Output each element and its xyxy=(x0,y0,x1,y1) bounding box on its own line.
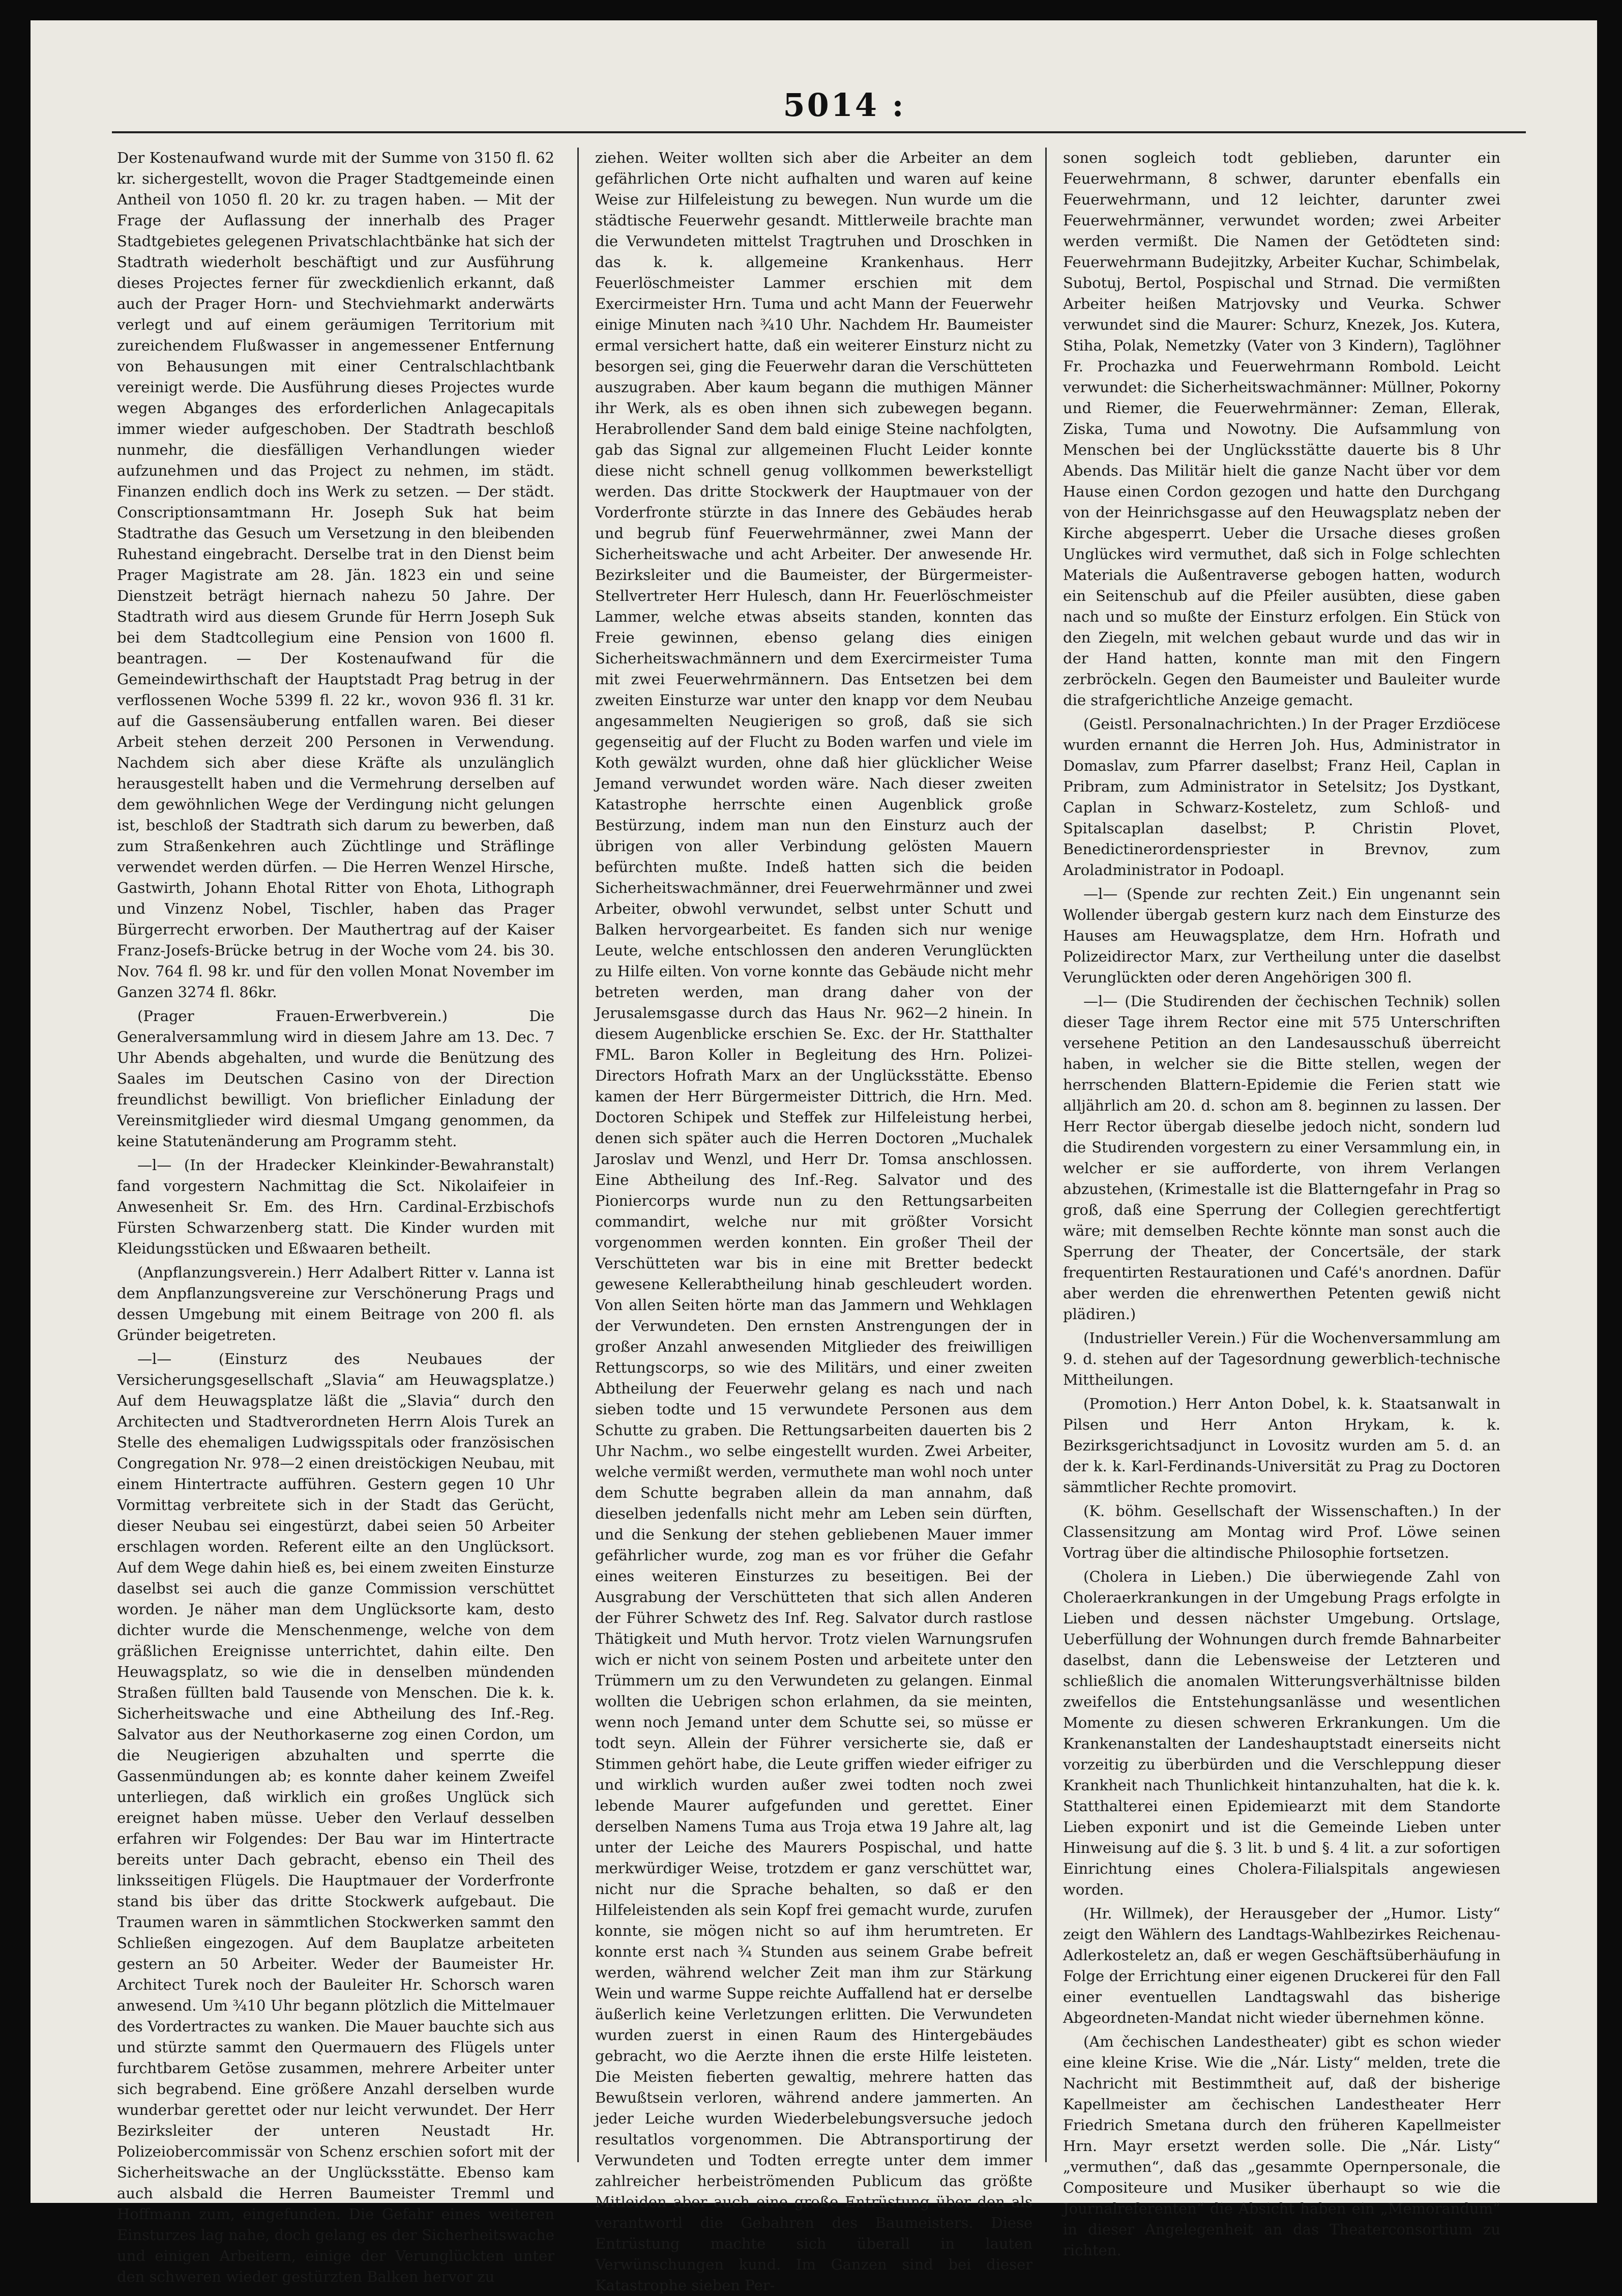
newspaper-page xyxy=(31,20,1597,2294)
article-paragraph: (Geistl. Personalnachrichten.) In der Prager Erzdiöcese wurden ernannt die Herren Joh. Hus, Administrator in Domaslav, zum Pfarrer daselbst; Franz Heil, Caplan in Pribram, zum Administrator in Setelsitz; Jos Dystkant, Caplan in Schwarz-Kosteletz, zum Schloß- und Spitalscaplan daselbst; P. Christin Plovet, Benedictinerordenspriester in Brevnov, zum Aroladministrator in Podoapl. xyxy=(1063,715,1500,879)
article-paragraph: (Cholera in Lieben.) Die überwiegende Zahl von Choleraerkrankungen in der Umgebung Prags erfolgte in Lieben und dessen nächster Umgebung. Ortslage, Ueberfüllung der Wohnungen durch fremde Bahnarbeiter daselbst, dann die Lebensweise der Letzteren und schließlich die anomalen Witterungsverhältnisse bilden zweifellos die Entstehungsanlässe und wesentlichen Momente zu diesen schweren Erkrankungen. Um die Krankenanstalten der Landeshauptstadt einerseits nicht vorzeitig zu überbürden und die Verschleppung dieser Krankheit nach Thunlichkeit hintanzuhalten, hat die k. k. Statthalterei einen Epidemiearzt mit dem Standorte Lieben exponirt und ist die Gemeinde Lieben unter Hinweisung auf die §. 3 lit. b und §. 4 lit. a zur sofortigen Einrichtung eines Cholera-Filialspitals angewiesen worden. xyxy=(1063,1568,1500,1898)
article-paragraph: (Hr. Willmek), der Herausgeber der „Humor. Listy“ zeigt den Wählern des Landtags-Wahlbezirkes Reichenau-Adlerkosteletz an, daß er wegen Geschäftsüberhäufung in Folge der Errichtung einer eigenen Druckerei für den Fall einer eventuellen Landtagswahl das bisherige Abgeordneten-Mandat nicht wieder übernehmen könne. xyxy=(1063,1905,1500,2026)
article-paragraph: ziehen. Weiter wollten sich aber die Arbeiter an dem gefährlichen Orte nicht aufhalten und waren auf keine Weise zur Hilfeleistung zu bewegen. Nun wurde um die städtische Feuerwehr gesandt. Mittlerweile brachte man die Verwundeten mittelst Tragtruhen und Droschken in das k. k. allgemeine Krankenhaus. Herr Feuerlöschmeister Lammer erschien mit dem Exercirmeister Hrn. Tuma und acht Mann der Feuerwehr einige Minuten nach ¾10 Uhr. Nachdem Hr. Baumeister ermal versichert hatte, daß ein weiterer Einsturz nicht zu besorgen sei, ging die Feuerwehr daran die Verschütteten auszugraben. Aber kaum begann die muthigen Männer ihr Werk, als es oben ihnen sich zubewegen begann. Herabrollender Sand dem bald einige Steine nachfolgten, gab das Signal zur allgemeinen Flucht Leider konnte diese nicht schnell genug vollkommen bewerkstelligt werden. Das dritte Stockwerk der Hauptmauer von der Vorderfronte stürzte in das Innere des Gebäudes herab und begrub fünf Feuerwehrmänner, zwei Mann der Sicherheitswache und acht Arbeiter. Der anwesende Hr. Bezirksleiter und die Baumeister, der Bürgermeister-Stellvertreter Herr Hulesch, dann Hr. Feuerlöschmeister Lammer, welche etwas abseits standen, konnten das Freie gewinnen, ebenso gelang dies einigen Sicherheitswachmännern und dem Exercirmeister Tuma mit zwei Feuerwehrmännern. Das Entsetzen bei dem zweiten Einsturze war unter den knapp vor dem Neubau angesammelten Neugierigen so groß, daß sie sich gegenseitig auf der Flucht zu Boden warfen und viele im Koth gewälzt wurden, ohne daß hier glücklicher Weise Jemand verwundet worden wäre. Nach dieser zweiten Katastrophe herrschte einen Augenblick große Bestürzung, indem man nun den Einsturz auch der übrigen von aller Verbindung gelösten Mauern befürchten mußte. Indeß hatten sich die beiden Sicherheitswachmänner, drei Feuerwehrmänner und zwei Arbeiter, obwohl verwundet, selbst unter Schutt und Balken hervorgearbeitet. Es fanden sich nur wenige Leute, welche entschlossen den anderen Verunglückten zu Hilfe eilten. Von vorne konnte das Gebäude nicht mehr betreten werden, man drang daher von der Jerusalemsgasse durch das Haus Nr. 962—2 hinein. In diesem Augenblicke erschien Se. Exc. der Hr. Statthalter FML. Baron Koller in Begleitung des Hrn. Polizei-Directors Hofrath Marx an der Unglücksstätte. Ebenso kamen der Herr Bürgermeister Dittrich, die Hrn. Med. Doctoren Schipek und Steffek zur Hilfeleistung herbei, denen sich später auch die Herren Doctoren „Muchalek Jaroslav und Wenzl, und Herr Dr. Tomsa anschlossen. Eine Abtheilung des Inf.-Reg. Salvator und des Pioniercorps wurde nun zu den Rettungsarbeiten commandirt, welche nur mit größter Vorsicht vorgenommen werden konnten. Ein großer Theil der Verschütteten war bis in eine mit Bretter bedeckt gewesene Kellerabtheilung hinab geschleudert worden. Von allen Seiten hörte man das Jammern und Wehklagen der Verwundeten. Den ernsten Anstrengungen der in großer Anzahl anwesenden Mitglieder des freiwilligen Rettungscorps, so wie des Militärs, und einer zweiten Abtheilung der Feuerwehr gelang es nach und nach sieben todte und 15 verwundete Personen aus dem Schutte zu graben. Die Rettungsarbeiten dauerten bis 2 Uhr Nachm., wo selbe eingestellt wurden. Zwei Arbeiter, welche vermißt werden, vermuthete man wohl noch unter dem Schutte begraben allein da man annahm, daß dieselben jedenfalls nicht mehr am Leben sein dürften, und die Senkung der stehen gebliebenen Mauer immer gefährlicher wurde, zog man es vor früher die Gefahr eines weiteren Einsturzes zu beseitigen. Bei der Ausgrabung der Verschütteten that sich allen Anderen der Führer Schwetz des Inf. Reg. Salvator durch rastlose Thätigkeit und Muth hervor. Trotz vielen Warnungsrufen wich er nicht von seinem Posten und arbeitete unter den Trümmern um zu den Verwundeten zu gelangen. Einmal wollten die Uebrigen schon erlahmen, da sie meinten, wenn noch Jemand unter dem Schutte sei, so müsse er todt seyn. Allein der Führer versicherte sie, daß er Stimmen gehört habe, die Leute griffen wieder eifriger zu und wirklich wurden außer zwei todten noch zwei lebende Maurer aufgefunden und gerettet. Einer derselben Namens Tuma aus Troja etwa 19 Jahre alt, lag unter der Leiche des Maurers Pospischal, und hatte merkwürdiger Weise, trotzdem er ganz verschüttet war, nicht nur die Sprache behalten, so daß er den Hilfeleistenden als sein Kopf frei gemacht wurde, zurufen konnte, sie mögen nicht so auf ihm herumtreten. Er konnte erst nach ¾ Stunden aus seinem Grabe befreit werden, während welcher Zeit man ihm zur Stärkung Wein und warme Suppe reichte Auffallend hat er derselbe äußerlich keine Verletzungen erlitten. Die Verwundeten wurden zuerst in einen Raum des Hintergebäudes gebracht, wo die Aerzte ihnen die erste Hilfe leisteten. Die Meisten fieberten gewaltig, mehrere hatten das Bewußtsein verloren, während andere jammerten. An jeder Leiche wurden Wiederbelebungsversuche jedoch resultatlos vorgenommen. Die Abtransportirung der Verwundeten und Todten erregte unter dem immer zahlreicher herbeiströmenden Publicum das größte Mitleiden aber auch eine große Entrüstung über den als verantwortl die Gebahren des Baumeisters. Diese Entrüstung machte sich überall in lauten Verwünschungen kund. Im Ganzen sind bei dieser Katastrophe sieben Per- xyxy=(595,149,1033,2294)
header-rule xyxy=(112,131,1526,133)
text-column-1 xyxy=(117,148,554,2285)
article-paragraph: —l— (In der Hradecker Kleinkinder-Bewahranstalt) fand vorgestern Nachmittag die Sct. Nikolaifeier in Anwesenheit Sr. Em. des Hrn. Cardinal-Erzbischofs Fürsten Schwarzenberg statt. Die Kinder wurden mit Kleidungsstücken und Eßwaaren betheilt. xyxy=(117,1156,554,1257)
article-paragraph: (Am čechischen Landestheater) gibt es schon wieder eine kleine Krise. Wie die „Nár. Listy“ melden, trete die Nachricht mit Bestimmtheit auf, daß der bisherige Kapellmeister am čechischen Landestheater Herr Friedrich Smetana durch den früheren Kapellmeister Hrn. Mayr ersetzt werden solle. Die „Nár. Listy“ „vermuthen“, daß das „gesammte Opernpersonale, die Compositeure und Musiker überhaupt so wie die Journalreferenten“ die Absicht haben ein „Memorandum“ in dieser Angelegenheit an das Theaterconsortium zu richten. xyxy=(1063,2033,1500,2259)
column-rule xyxy=(1045,148,1047,2162)
article-paragraph: (Industrieller Verein.) Für die Wochenversammlung am 9. d. stehen auf der Tagesordnung gewerblich-technische Mittheilungen. xyxy=(1063,1329,1500,1388)
page-number: 5014 : xyxy=(783,86,906,124)
article-paragraph: (K. böhm. Gesellschaft der Wissenschaften.) In der Classensitzung am Montag wird Prof. Löwe seinen Vortrag über die altindische Philosophie fortsetzen. xyxy=(1063,1502,1500,1561)
text-column-2 xyxy=(595,148,1033,2294)
article-paragraph: (Anpflanzungsverein.) Herr Adalbert Ritter v. Lanna ist dem Anpflanzungsvereine zur Verschönerung Prags und dessen Umgebung mit einem Beitrage von 200 fl. als Gründer beigetreten. xyxy=(117,1264,554,1344)
article-paragraph: —l— (Spende zur rechten Zeit.) Ein ungenannt sein Wollender übergab gestern kurz nach dem Einsturze des Hauses am Heuwagsplatze, dem Hrn. Hofrath und Polizeidirector Marx, zur Vertheilung unter die daselbst Verunglückten oder deren Angehörigen 300 fl. xyxy=(1063,885,1500,986)
article-paragraph: Der Kostenaufwand wurde mit der Summe von 3150 fl. 62 kr. sichergestellt, wovon die Prager Stadtgemeinde einen Antheil von 1050 fl. 20 kr. zu tragen haben. — Mit der Frage der Auflassung der innerhalb des Prager Stadtgebietes gelegenen Privatschlachtbänke hat sich der Stadtrath wiederholt beschäftigt und zur Ausführung dieses Projectes ferner für zweckdienlich erkannt, daß auch der Prager Horn- und Stechviehmarkt anderwärts verlegt und auf einem geräumigen Territorium mit zureichendem Flußwasser in angemessener Entfernung von Behausungen mit einer Centralschlachtbank vereinigt werde. Die Ausführung dieses Projectes wurde wegen Abganges des erforderlichen Anlagecapitals immer wieder aufgeschoben. Der Stadtrath beschloß nunmehr, die diesfälligen Verhandlungen wieder aufzunehmen und das Project zu nehmen, im städt. Finanzen endlich doch ins Werk zu setzen. — Der städt. Conscriptionsamtmann Hr. Joseph Suk hat beim Stadtrathe das Gesuch um Versetzung in den bleibenden Ruhestand eingebracht. Derselbe trat in den Dienst beim Prager Magistrate am 28. Jän. 1823 ein und seine Dienstzeit beträgt hiernach nahezu 50 Jahre. Der Stadtrath wird aus diesem Grunde für Herrn Joseph Suk bei dem Stadtcollegium eine Pension von 1600 fl. beantragen. — Der Kostenaufwand für die Gemeindewirthschaft der Hauptstadt Prag betrug in der verflossenen Woche 5399 fl. 22 kr., wovon 936 fl. 31 kr. auf die Gassensäuberung entfallen waren. Bei dieser Arbeit stehen derzeit 200 Personen in Verwendung. Nachdem sich aber diese Kräfte als unzulänglich herausgestellt haben und die Vermehrung derselben auf dem gewöhnlichen Wege der Verdingung nicht gelungen ist, beschloß der Stadtrath sich darum zu bewerben, daß zum Straßenkehren auch Züchtlinge und Sträflinge verwendet werden dürfen. — Die Herren Wenzel Hirsche, Gastwirth, Johann Ehotal Ritter von Ehota, Lithograph und Vinzenz Nobel, Tischler, haben das Prager Bürgerrecht erworben. Der Mauthertrag auf der Kaiser Franz-Josefs-Brücke betrug in der Woche vom 24. bis 30. Nov. 764 fl. 98 kr. und für den vollen Monat November im Ganzen 3274 fl. 86kr. xyxy=(117,149,554,1001)
article-paragraph: sonen sogleich todt geblieben, darunter ein Feuerwehrmann, 8 schwer, darunter ebenfalls ein Feuerwehrmann, und 12 leichter, darunter zwei Feuerwehrmänner, verwundet worden; zwei Arbeiter werden vermißt. Die Namen der Getödteten sind: Feuerwehrmann Budejitzky, Arbeiter Kuchar, Schimbelak, Subotuj, Bertol, Pospischal und Strnad. Die vermißten Arbeiter heißen Matrjovsky und Veurka. Schwer verwundet sind die Maurer: Schurz, Knezek, Jos. Kutera, Stiha, Polak, Nemetzky (Vater von 3 Kindern), Taglöhner Fr. Prochazka und Feuerwehrmann Rombold. Leicht verwundet: die Sicherheitswachmänner: Müllner, Pokorny und Riemer, die Feuerwehrmänner: Zeman, Ellerak, Ziska, Tuma und Nowotny. Die Aufsammlung von Menschen bei der Unglücksstätte dauerte bis 8 Uhr Abends. Das Militär hielt die ganze Nacht über vor dem Hause einen Cordon gezogen und hatte den Durchgang von der Heinrichsgasse auf den Heuwagsplatz neben der Kirche abgesperrt. Ueber die Ursache dieses großen Unglückes wird vermuthet, daß sich in Folge schlechten Materials die Außentraverse gebogen hatten, wodurch ein Seitenschub auf die Pfeiler ausübten, diese gaben nach und so mußte der Einsturz erfolgen. Ein Stück von den Ziegeln, mit welchen gebaut wurde und das wir in der Hand hatten, konnte man mit den Fingern zerbröckeln. Gegen den Baumeister und Bauleiter wurde die strafgerichtliche Anzeige gemacht. xyxy=(1063,149,1500,709)
article-paragraph: —l— (Die Studirenden der čechischen Technik) sollen dieser Tage ihrem Rector eine mit 575 Unterschriften versehene Petition an den Landesausschuß überreicht haben, in welcher sie die Bitte stellen, wegen der herrschenden Blattern-Epidemie die Ferien statt wie alljährlich am 20. d. schon am 8. beginnen zu lassen. Der Herr Rector übergab dieselbe jedoch nicht, sondern lud die Studirenden vorgestern zu einer Versammlung ein, in welcher er sie aufforderte, von ihrem Verlangen abzustehen, (Krimestalle ist die Blatterngefahr in Prag so groß, daß eine Sperrung der Collegien gerechtfertigt wäre; mit demselben Rechte könnte man sonst auch die Sperrung der Theater, der Concertsäle, der stark frequentirten Restaurationen und Café's anordnen. Dafür aber werden die ehrenwerthen Petenten gewiß nicht plädiren.) xyxy=(1063,993,1500,1323)
article-paragraph: —l— (Einsturz des Neubaues der Versicherungsgesellschaft „Slavia“ am Heuwagsplatze.) Auf dem Heuwagsplatze läßt die „Slavia“ durch den Architecten und Stadtverordneten Herrn Alois Turek an Stelle des ehemaligen Ludwigsspitals oder französischen Congregation Nr. 978—2 einen dreistöckigen Neubau, mit einem Hintertracte aufführen. Gestern gegen 10 Uhr Vormittag verbreitete sich in der Stadt das Gerücht, dieser Neubau sei eingestürzt, dabei seien 50 Arbeiter erschlagen worden. Referent eilte an den Unglücksort. Auf dem Wege dahin hieß es, bei einem zweiten Einsturze daselbst sei auch die ganze Commission verschüttet worden. Je näher man dem Unglücksorte kam, desto dichter wurde die Menschenmenge, welche von dem gräßlichen Ereignisse unterrichtet, dahin eilte. Den Heuwagsplatz, so wie die in denselben mündenden Straßen füllten bald Tausende von Menschen. Die k. k. Sicherheitswache und eine Abtheilung des Inf.-Reg. Salvator aus der Neuthorkaserne zog einen Cordon, um die Neugierigen abzuhalten und sperrte die Gassenmündungen ab; es konnte daher keinem Zweifel unterliegen, daß wirklich ein großes Unglück sich ereignet haben müsse. Ueber den Verlauf desselben erfahren wir Folgendes: Der Bau war im Hintertracte bereits unter Dach gebracht, ebenso ein Theil des linksseitigen Flügels. Die Hauptmauer der Vorderfronte stand bis über das dritte Stockwerk aufgebaut. Die Traumen waren in sämmtlichen Stockwerken sammt den Schließen eingezogen. Auf dem Bauplatze arbeiteten gestern an 50 Arbeiter. Weder der Baumeister Hr. Architect Turek noch der Bauleiter Hr. Schorsch waren anwesend. Um ¾10 Uhr begann plötzlich die Mittelmauer des Vordertractes zu wanken. Die Mauer bauchte sich aus und stürzte sammt den Quermauern des Flügels unter furchtbarem Getöse zusammen, mehrere Arbeiter unter sich begrabend. Eine größere Anzahl derselben wurde wunderbar gerettet oder nur leicht verwundet. Der Herr Bezirksleiter der unteren Neustadt Hr. Polizeiobercommissär von Schenz erschien sofort mit der Sicherheitswache an der Unglücksstätte. Ebenso kam auch alsbald die Herren Baumeister Tremml und Hoffmann zum, eingefunden. Die Gefahr eines weiteren Einsturzes lag nahe, doch gelang es der Sicherheitswache und einigen Arbeitern, einige der Verunglückten unter den schweren wieder gestürzten Balken hervor zu xyxy=(117,1350,554,2285)
column-rule xyxy=(577,148,579,2162)
text-column-3 xyxy=(1063,148,1500,2259)
article-paragraph: (Prager Frauen-Erwerbverein.) Die Generalversammlung wird in diesem Jahre am 13. Dec. 7 Uhr Abends abgehalten, und wurde die Benützung des Saales im Deutschen Casino von der Direction freundlichst bewilligt. Von brieflicher Einladung der Vereinsmitglieder wird diesmal Umgang genommen, da keine Statutenänderung am Programm steht. xyxy=(117,1007,554,1150)
article-paragraph: (Promotion.) Herr Anton Dobel, k. k. Staatsanwalt in Pilsen und Herr Anton Hrykam, k. k. Bezirksgerichtsadjunct in Lovositz wurden am 5. d. an der k. k. Karl-Ferdinands-Universität zu Prag zu Doctoren sämmtlicher Rechte promovirt. xyxy=(1063,1395,1500,1496)
